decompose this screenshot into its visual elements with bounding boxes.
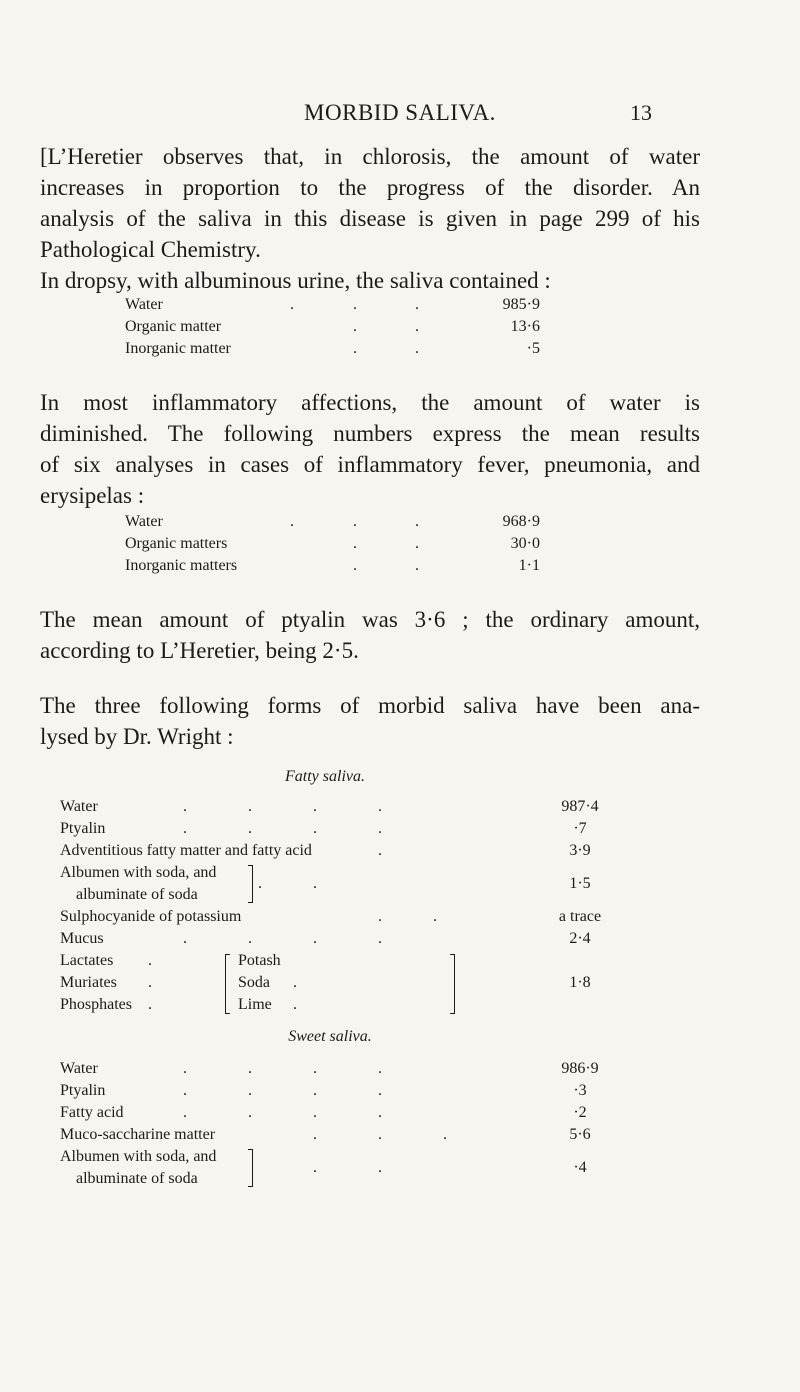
row-label-continued: albuminate of soda bbox=[76, 1170, 198, 1187]
leader-dot: . bbox=[148, 974, 152, 991]
paragraph-ptyalin bbox=[40, 604, 700, 666]
row-value: 2·4 bbox=[569, 930, 591, 947]
text-line: In most inflammatory affections, the amount of water is bbox=[40, 390, 700, 415]
leader-dot: . bbox=[313, 798, 317, 815]
row-label: Organic matters bbox=[125, 535, 228, 552]
right-brace bbox=[248, 865, 253, 903]
leader-dot: . bbox=[378, 798, 382, 815]
leader-dot: . bbox=[415, 296, 419, 313]
leader-dot: . bbox=[378, 930, 382, 947]
leader-dot: . bbox=[415, 318, 419, 335]
table-row bbox=[125, 533, 565, 555]
leader-dot: . bbox=[290, 296, 294, 313]
leader-dot: . bbox=[313, 1082, 317, 1099]
right-brace bbox=[248, 1149, 253, 1187]
leader-dot: . bbox=[183, 798, 187, 815]
table-row bbox=[60, 818, 660, 840]
table-row bbox=[60, 840, 660, 862]
row-value: 985·9 bbox=[502, 296, 540, 313]
leader-dot: . bbox=[415, 557, 419, 574]
leader-dot: . bbox=[183, 930, 187, 947]
leader-dot: . bbox=[415, 513, 419, 530]
leader-dot: . bbox=[183, 1082, 187, 1099]
table-row bbox=[60, 1124, 660, 1146]
table-row bbox=[125, 316, 565, 338]
row-value: 1·5 bbox=[569, 875, 591, 892]
leader-dot: . bbox=[313, 820, 317, 837]
right-brace bbox=[450, 954, 455, 1014]
row-value: 968·9 bbox=[502, 513, 540, 530]
row-label: Albumen with soda, and bbox=[60, 1148, 217, 1165]
row-value: a trace bbox=[558, 908, 602, 925]
leader-dot: . bbox=[378, 820, 382, 837]
leader-dot: . bbox=[248, 820, 252, 837]
leader-dot: . bbox=[313, 1159, 317, 1176]
base-label: Potash bbox=[238, 952, 281, 969]
row-label: Water bbox=[125, 296, 163, 313]
leader-dot: . bbox=[183, 1104, 187, 1121]
text-line: erysipelas : bbox=[40, 483, 145, 508]
leader-dot: . bbox=[353, 557, 357, 574]
leader-dot: . bbox=[248, 1104, 252, 1121]
leader-dot: . bbox=[183, 1060, 187, 1077]
leader-dot: . bbox=[378, 842, 382, 859]
leader-dot: . bbox=[353, 513, 357, 530]
row-label: Muco-saccharine matter bbox=[60, 1126, 216, 1143]
row-value: 13·6 bbox=[510, 318, 540, 335]
table-row bbox=[125, 338, 565, 360]
left-brace bbox=[225, 954, 230, 1014]
leader-dot: . bbox=[248, 798, 252, 815]
leader-dot: . bbox=[293, 996, 297, 1013]
table-row bbox=[125, 511, 565, 533]
row-label: Mucus bbox=[60, 930, 104, 947]
table-fatty-saliva bbox=[60, 796, 660, 1016]
base-label: Lime bbox=[238, 996, 272, 1013]
row-value: 986·9 bbox=[561, 1060, 599, 1077]
row-value: 987·4 bbox=[561, 798, 599, 815]
leader-dot: . bbox=[313, 1104, 317, 1121]
row-label: Adventitious fatty matter and fatty acid bbox=[60, 842, 312, 859]
paragraph-wright bbox=[40, 690, 700, 752]
leader-dot: . bbox=[353, 535, 357, 552]
salts-group bbox=[60, 950, 660, 1016]
table-row bbox=[60, 1058, 660, 1080]
leader-dot: . bbox=[415, 340, 419, 357]
row-label: Inorganic matters bbox=[125, 557, 238, 574]
row-label-continued: albuminate of soda bbox=[76, 886, 198, 903]
text-line: In dropsy, with albuminous urine, the saliva contained : bbox=[40, 268, 551, 293]
leader-dot: . bbox=[248, 1060, 252, 1077]
leader-dot: . bbox=[148, 996, 152, 1013]
table-row bbox=[60, 862, 660, 906]
leader-dot: . bbox=[378, 908, 382, 925]
text-line: diminished. The following numbers express the mean results bbox=[40, 421, 700, 446]
row-value: ·2 bbox=[573, 1104, 587, 1121]
leader-dot: . bbox=[353, 318, 357, 335]
row-label: Sulphocyanide of potassium bbox=[60, 908, 242, 925]
table-inflammatory bbox=[125, 511, 565, 577]
row-label: Ptyalin bbox=[60, 1082, 106, 1099]
leader-dot: . bbox=[313, 875, 317, 892]
row-value: ·4 bbox=[573, 1159, 587, 1176]
row-label: Water bbox=[125, 513, 163, 530]
row-value: ·3 bbox=[573, 1082, 587, 1099]
row-label: Water bbox=[60, 798, 98, 815]
leader-dot: . bbox=[378, 1159, 382, 1176]
table-row bbox=[125, 294, 565, 316]
table-dropsy bbox=[125, 294, 565, 360]
sweet-saliva-caption: Sweet saliva. bbox=[288, 1028, 372, 1045]
text-line: The three following forms of morbid saliva have been ana- bbox=[40, 693, 700, 718]
table-row bbox=[60, 1080, 660, 1102]
page-number: 13 bbox=[630, 100, 652, 125]
row-value: 1·8 bbox=[569, 974, 591, 991]
row-label: Albumen with soda, and bbox=[60, 864, 217, 881]
fatty-saliva-caption: Fatty saliva. bbox=[285, 768, 365, 785]
leader-dot: . bbox=[378, 1060, 382, 1077]
paragraph-inflammatory bbox=[40, 387, 700, 511]
running-head: MORBID SALIVA. bbox=[304, 100, 496, 125]
leader-dot: . bbox=[293, 974, 297, 991]
row-label: Fatty acid bbox=[60, 1104, 124, 1121]
salt-label: Phosphates bbox=[60, 996, 132, 1013]
table-row bbox=[60, 928, 660, 950]
paragraph-chlorosis bbox=[40, 141, 700, 296]
row-label: Ptyalin bbox=[60, 820, 106, 837]
leader-dot: . bbox=[378, 1126, 382, 1143]
leader-dot: . bbox=[433, 908, 437, 925]
row-label: Inorganic matter bbox=[125, 340, 231, 357]
leader-dot: . bbox=[248, 1082, 252, 1099]
leader-dot: . bbox=[183, 820, 187, 837]
row-value: ·5 bbox=[526, 340, 540, 357]
leader-dot: . bbox=[415, 535, 419, 552]
row-value: 30·0 bbox=[510, 535, 540, 552]
text-line: lysed by Dr. Wright : bbox=[40, 724, 234, 749]
salt-label: Lactates bbox=[60, 952, 114, 969]
table-sweet-saliva bbox=[60, 1058, 660, 1190]
leader-dot: . bbox=[313, 1126, 317, 1143]
row-label: Water bbox=[60, 1060, 98, 1077]
salt-label: Muriates bbox=[60, 974, 117, 991]
leader-dot: . bbox=[258, 875, 262, 892]
row-value: ·7 bbox=[573, 820, 587, 837]
leader-dot: . bbox=[378, 1082, 382, 1099]
leader-dot: . bbox=[248, 930, 252, 947]
table-row bbox=[60, 1102, 660, 1124]
leader-dot: . bbox=[353, 296, 357, 313]
text-line: The mean amount of ptyalin was 3·6 ; the ordinary amount, bbox=[40, 607, 700, 632]
text-line: increases in proportion to the progress of the disorder. An bbox=[40, 175, 700, 200]
leader-dot: . bbox=[313, 1060, 317, 1077]
leader-dot: . bbox=[290, 513, 294, 530]
text-line: Pathological Chemistry. bbox=[40, 237, 261, 262]
row-label: Organic matter bbox=[125, 318, 222, 335]
base-label: Soda bbox=[238, 974, 270, 991]
leader-dot: . bbox=[378, 1104, 382, 1121]
leader-dot: . bbox=[313, 930, 317, 947]
text-line: according to L’Heretier, being 2·5. bbox=[40, 638, 359, 663]
table-row bbox=[60, 906, 660, 928]
text-line: analysis of the saliva in this disease is given in page 299 of his bbox=[40, 206, 700, 231]
table-row bbox=[60, 1146, 660, 1190]
row-value: 1·1 bbox=[518, 557, 540, 574]
leader-dot: . bbox=[353, 340, 357, 357]
row-value: 5·6 bbox=[569, 1126, 591, 1143]
leader-dot: . bbox=[148, 952, 152, 969]
row-value: 3·9 bbox=[569, 842, 591, 859]
text-line: [L’Heretier observes that, in chlorosis, the amount of water bbox=[40, 144, 700, 169]
leader-dot: . bbox=[443, 1126, 447, 1143]
table-row bbox=[60, 796, 660, 818]
text-line: of six analyses in cases of inflammatory fever, pneumonia, and bbox=[40, 452, 700, 477]
table-row bbox=[125, 555, 565, 577]
